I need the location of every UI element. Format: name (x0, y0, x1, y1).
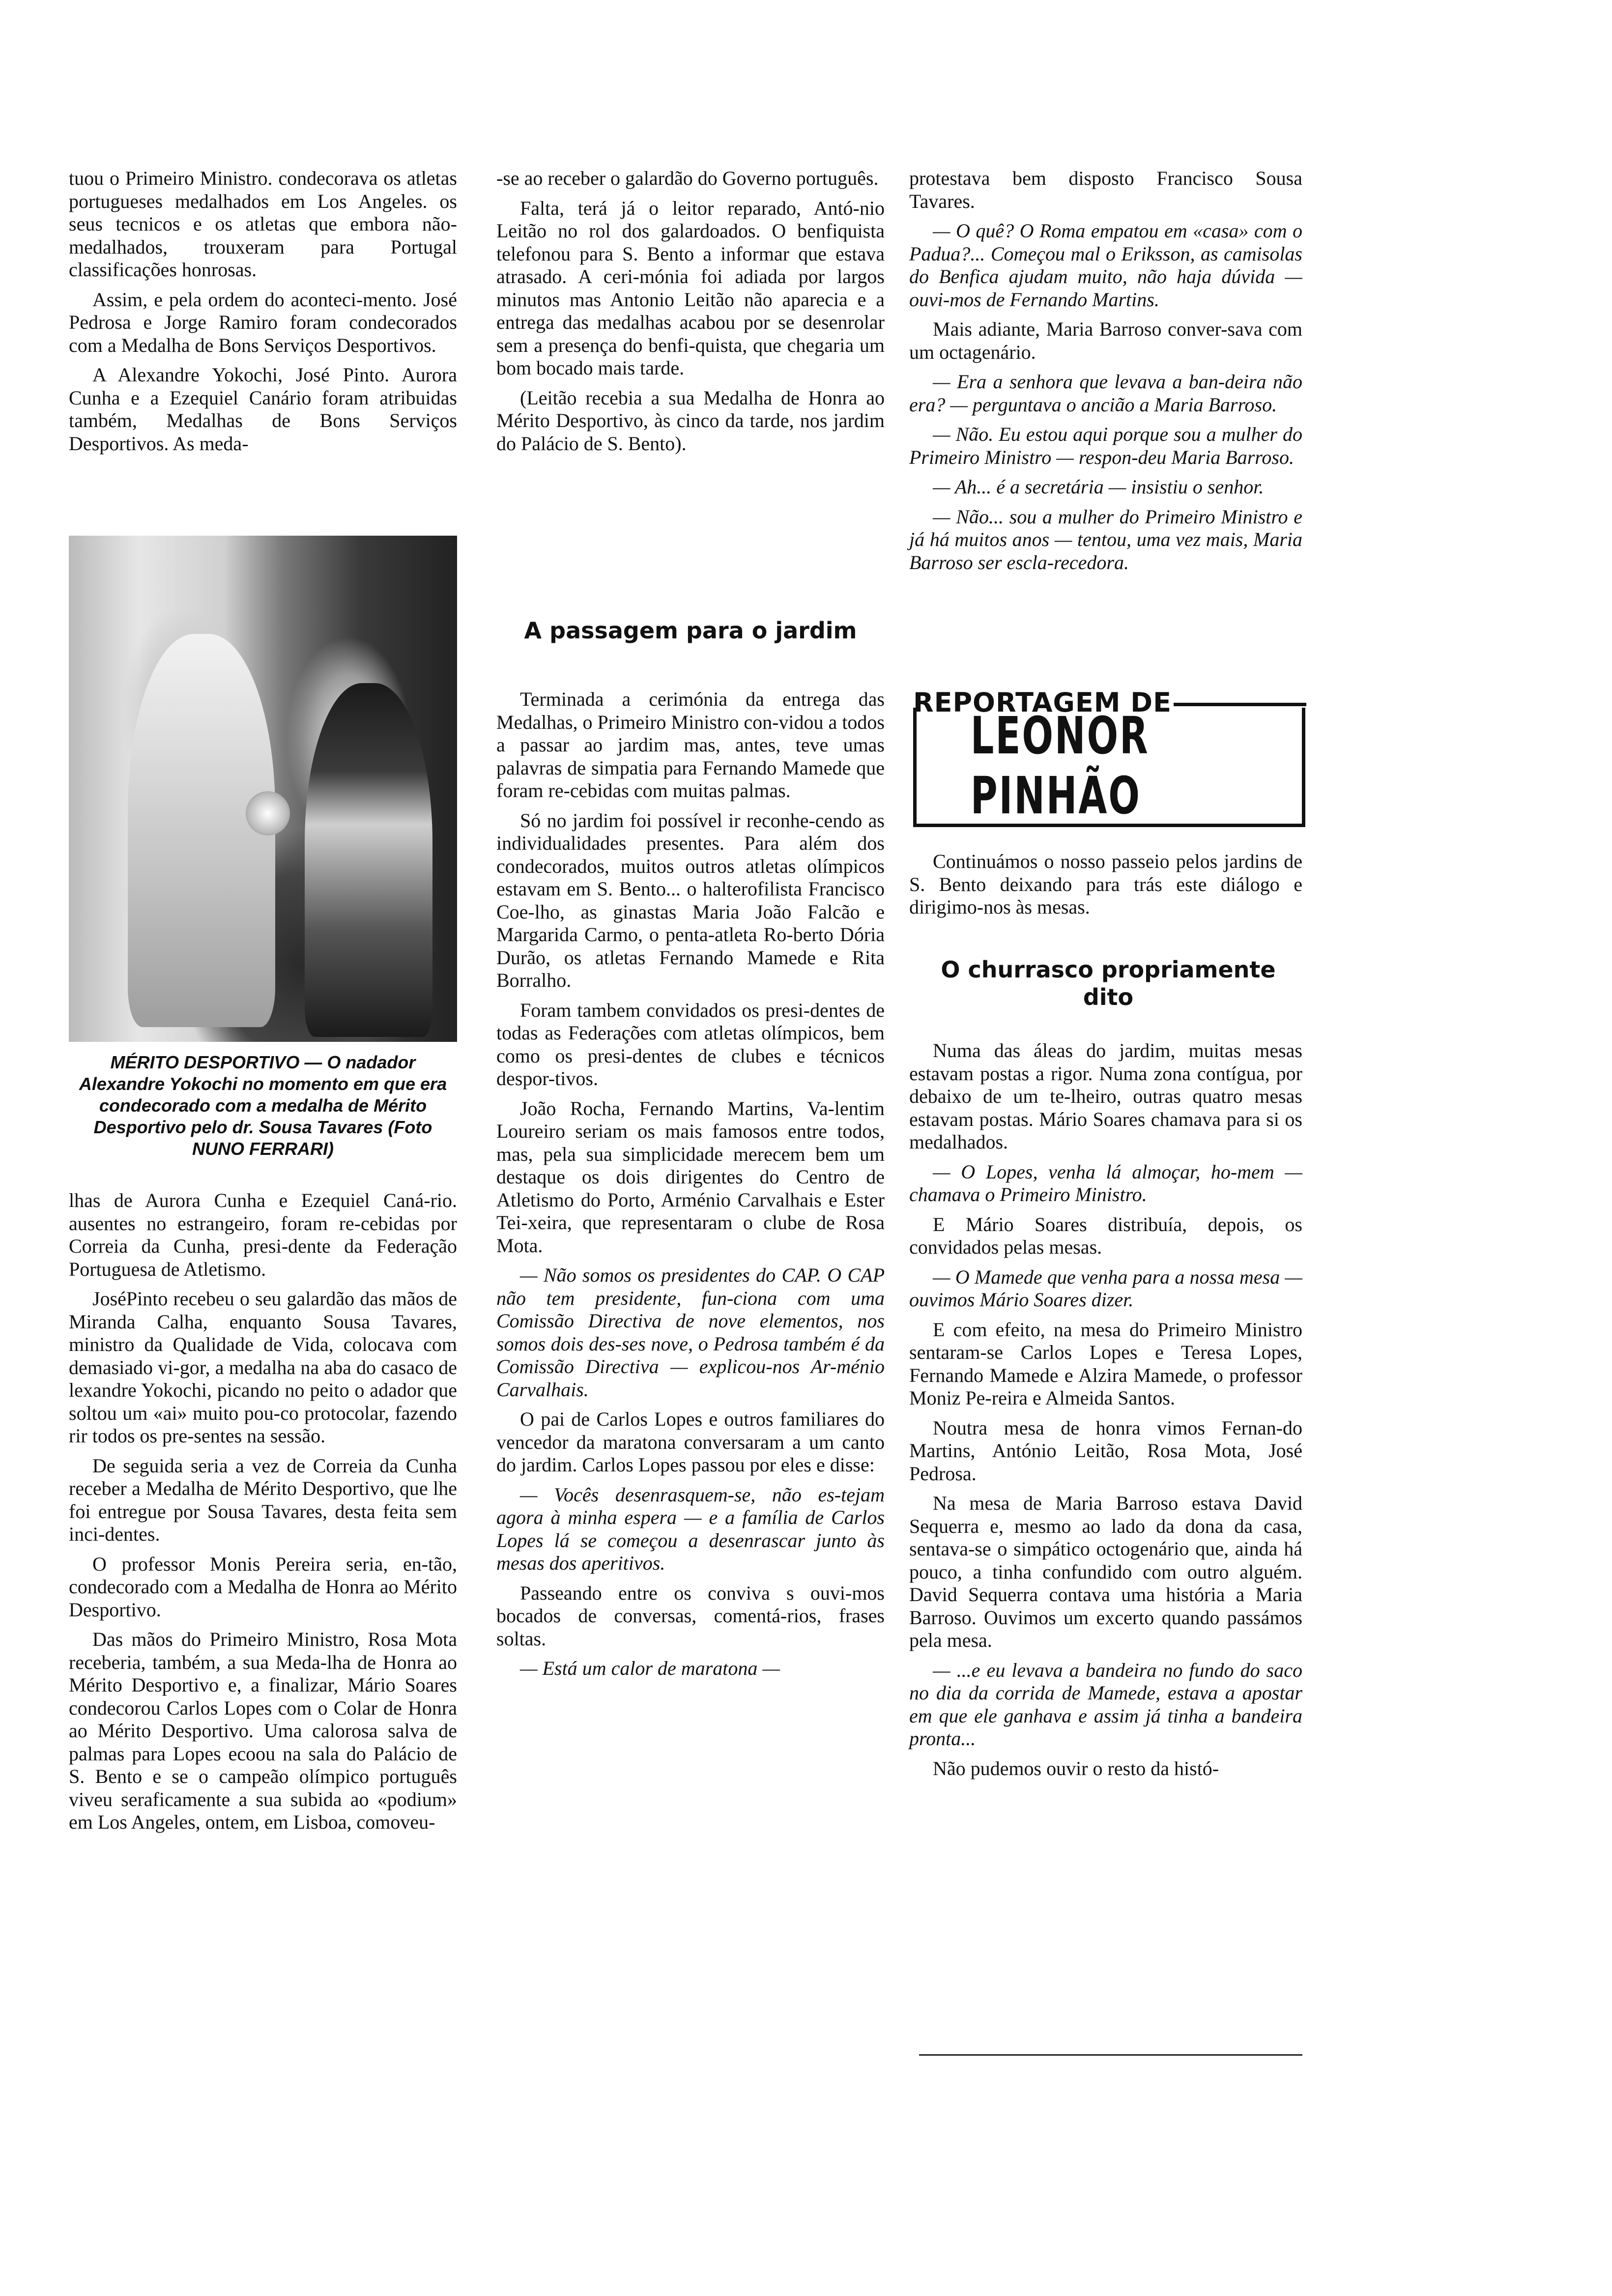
paragraph: João Rocha, Fernando Martins, Va-lentim Loureiro seriam os mais famosos entre todos, mas, pela sua simplicidade merecem bem um destaque os dois dirigentes do Centro de Atletismo do Porto, Arménio Carvalhais e Ester Tei-xeira, que representaram o clube de Rosa Mota. (496, 1097, 885, 1257)
paragraph: Mais adiante, Maria Barroso conver-sava com um octagenário. (909, 318, 1302, 363)
photo-caption: MÉRITO DESPORTIVO — O nadador Alexandre Yokochi no momento em que era condecorado com a medalha de Mérito Desportivo pelo dr. Sousa Tavares (Foto NUNO FERRARI) (79, 1052, 447, 1159)
column-3 (909, 167, 1302, 581)
paragraph: Falta, terá já o leitor reparado, Antó-nio Leitão no rol dos galardoados. O benfiquista telefonou para S. Bento a informar que estava atrasado. A ceri-mónia foi adiada por largos minutos mas Antonio Leitão não aparecia e a entrega das medalhas acabou por se desenrolar sem a presença do benfi-quista, que chegaria um bom bocado mais tarde. (496, 197, 885, 379)
paragraph: — O Lopes, venha lá almoçar, ho-mem — chamava o Primeiro Ministro. (909, 1160, 1302, 1205)
column-3-intro (909, 850, 1302, 926)
paragraph: — Não... sou a mulher do Primeiro Ministro e já há muitos anos — tentou, uma vez mais, Maria Barroso ser escla-recedora. (909, 505, 1302, 574)
paragraph: — Não. Eu estou aqui porque sou a mulher do Primeiro Ministro — respon-deu Maria Barroso. (909, 423, 1302, 468)
paragraph: — Vocês desenrasquem-se, não es-tejam agora à minha espera — e a família de Carlos Lopes lá se começou a desenrascar junto às mesas dos aperitivos. (496, 1483, 885, 1574)
byline-box (913, 708, 1305, 827)
section-heading: O churrasco propriamente dito (941, 956, 1276, 1010)
paragraph: O pai de Carlos Lopes e outros familiares do vencedor da maratona conversaram a um canto do jardim. Carlos Lopes passou por eles e disse: (496, 1408, 885, 1476)
paragraph: (Leitão recebia a sua Medalha de Honra ao Mérito Desportivo, às cinco da tarde, nos jardim do Palácio de S. Bento). (496, 386, 885, 455)
paragraph: — Era a senhora que levava a ban-deira não era? — perguntava o ancião a Maria Barroso. (909, 371, 1302, 416)
paragraph: Na mesa de Maria Barroso estava David Sequerra e, mesmo ao lado da dona da casa, sentava-se o simpático octogenário que, ainda há pouco, a tinha confundido com outro alguém. David Sequerra contava uma história a Maria Barroso. Ouvimos um excerto quando passámos pela mesa. (909, 1492, 1302, 1651)
paragraph: -se ao receber o galardão do Governo português. (496, 167, 879, 189)
paragraph: Das mãos do Primeiro Ministro, Rosa Mota receberia, também, a sua Meda-lha de Honra ao Mérito Desportivo e, a finalizar, Mário Soares condecorou Carlos Lopes com o Colar de Honra ao Mérito Desportivo. Uma calorosa salva de palmas para Lopes ecoou na sala do Palácio de S. Bento e se o campeão olímpico português viveu seraficamente a sua subida ao «podium» em Los Angeles, ontem, em Lisboa, comoveu- (69, 1628, 457, 1833)
paragraph: tuou o Primeiro Ministro. condecorava os atletas portugueses medalhados em Los Angeles. os seus tecnicos e os atletas que embora não-medalhados, trouxeram para Portugal classificações honrosas. (69, 167, 457, 281)
byline-name: LEONOR PINHÃO (970, 706, 1150, 826)
paragraph: Numa das áleas do jardim, muitas mesas estavam postas a rigor. Numa zona contígua, por debaixo de um te-lheiro, outras quatro mesas estavam postas. Mário Soares chamava para si os medalhados. (909, 1039, 1302, 1153)
paragraph: A Alexandre Yokochi, José Pinto. Aurora Cunha e a Ezequiel Canário foram atribuidas também, Medalhas de Bons Serviços Desportivos. As meda- (69, 364, 457, 455)
paragraph: Noutra mesa de honra vimos Fernan-do Martins, António Leitão, Rosa Mota, José Pedrosa. (909, 1416, 1302, 1485)
paragraph: lhas de Aurora Cunha e Ezequiel Caná-rio. ausentes no estrangeiro, foram re-cebidas por Correia da Cunha, presi-dente da Federação Portuguesa de Atletismo. (69, 1189, 457, 1280)
medal-icon (246, 791, 290, 835)
news-photo (69, 536, 457, 1042)
paragraph: De seguida seria a vez de Correia da Cunha receber a Medalha de Mérito Desportivo, que lhe foi entregue por Sousa Tavares, desta feita sem inci-dentes. (69, 1454, 457, 1545)
paragraph: JoséPinto recebeu o seu galardão das mãos de Miranda Calha, enquanto Sousa Tavares, ministro da Qualidade de Vida, colocava com demasiado vi-gor, a medalha na aba do casaco de lexandre Yokochi, picando no peito o adador que soltou um «ai» muito pou-co protocolar, fazendo rir todos os pre-sentes na sessão. (69, 1288, 457, 1447)
paragraph: E Mário Soares distribuía, depois, os convidados pelas mesas. (909, 1213, 1302, 1258)
photo-figure-left (128, 634, 275, 1027)
paragraph: Só no jardim foi possível ir reconhe-cendo as individualidades presentes. Para além dos condecorados, muitos outros atletas olímpicos estavam em S. Bento... o halterofilista Francisco Coe-lho, as ginastas Maria João Falcão e Margarida Carmo, o penta-atleta Ro-berto Dória Durão, os atletas Fernando Mamede e Rita Borralho. (496, 809, 885, 991)
column-end-rule (919, 2054, 1302, 2056)
paragraph: O professor Monis Pereira seria, en-tão, condecorado com a Medalha de Honra ao Mérito Desportivo. (69, 1552, 457, 1621)
paragraph: — Ah... é a secretária — insistiu o senhor. (933, 476, 1264, 498)
paragraph: Foram tambem convidados os presi-dentes de todas as Federações com atletas olímpicos, bem como os presi-dentes de clubes e técnicos despor-tivos. (496, 999, 885, 1090)
column-1 (69, 167, 457, 462)
column-1-continued (69, 1189, 457, 1841)
paragraph: protestava bem disposto Francisco Sousa Tavares. (909, 167, 1302, 212)
column-3-continued (909, 1039, 1302, 1787)
paragraph: — O quê? O Roma empatou em «casa» com o Padua?... Começou mal o Eriksson, as camisolas do Benfica ajudam muito, não haja dúvida — ouvi-mos de Fernando Martins. (909, 220, 1302, 311)
paragraph: Passeando entre os conviva s ouvi-mos bocados de conversas, comentá-rios, frases soltas. (496, 1581, 885, 1650)
byline-label: REPORTAGEM DE (913, 688, 1306, 718)
paragraph: — Não somos os presidentes do CAP. O CAP não tem presidente, fun-ciona com uma Comissão Directiva de nove elementos, nos somos dois des-ses nove, o Pedrosa também é da Comissão Directiva — explicou-nos Ar-ménio Carvalhais. (496, 1264, 885, 1401)
column-2 (496, 167, 885, 462)
paragraph: Não pudemos ouvir o resto da histó- (933, 1757, 1219, 1779)
paragraph: — Está um calor de maratona — (520, 1657, 780, 1679)
paragraph: Assim, e pela ordem do aconteci-mento. José Pedrosa e Jorge Ramiro foram condecorados com a Medalha de Bons Serviços Desportivos. (69, 288, 457, 356)
paragraph: — O Mamede que venha para a nossa mesa — ouvimos Mário Soares dizer. (909, 1265, 1302, 1311)
section-heading: A passagem para o jardim (524, 617, 857, 644)
paragraph: — ...e eu levava a bandeira no fundo do saco no dia da corrida de Mamede, estava a apostar em que ele ganhava e assim já tinha a bandeira pronta... (909, 1659, 1302, 1750)
paragraph: Continuámos o nosso passeio pelos jardins de S. Bento deixando para trás este diálogo e dirigimo-nos às mesas. (909, 850, 1302, 918)
paragraph: Terminada a cerimónia da entrega das Medalhas, o Primeiro Ministro con-vidou a todos a passar ao jardim mas, antes, teve umas palavras de simpatia para Fernando Mamede que foram re-cebidas com muitas palmas. (496, 688, 885, 802)
paragraph: E com efeito, na mesa do Primeiro Ministro sentaram-se Carlos Lopes e Teresa Lopes, Fernando Mamede e Alzira Mamede, o professor Moniz Pe-reira e Almeida Santos. (909, 1318, 1302, 1409)
photo-figure-right (305, 683, 432, 1037)
column-2-continued (496, 688, 885, 1687)
